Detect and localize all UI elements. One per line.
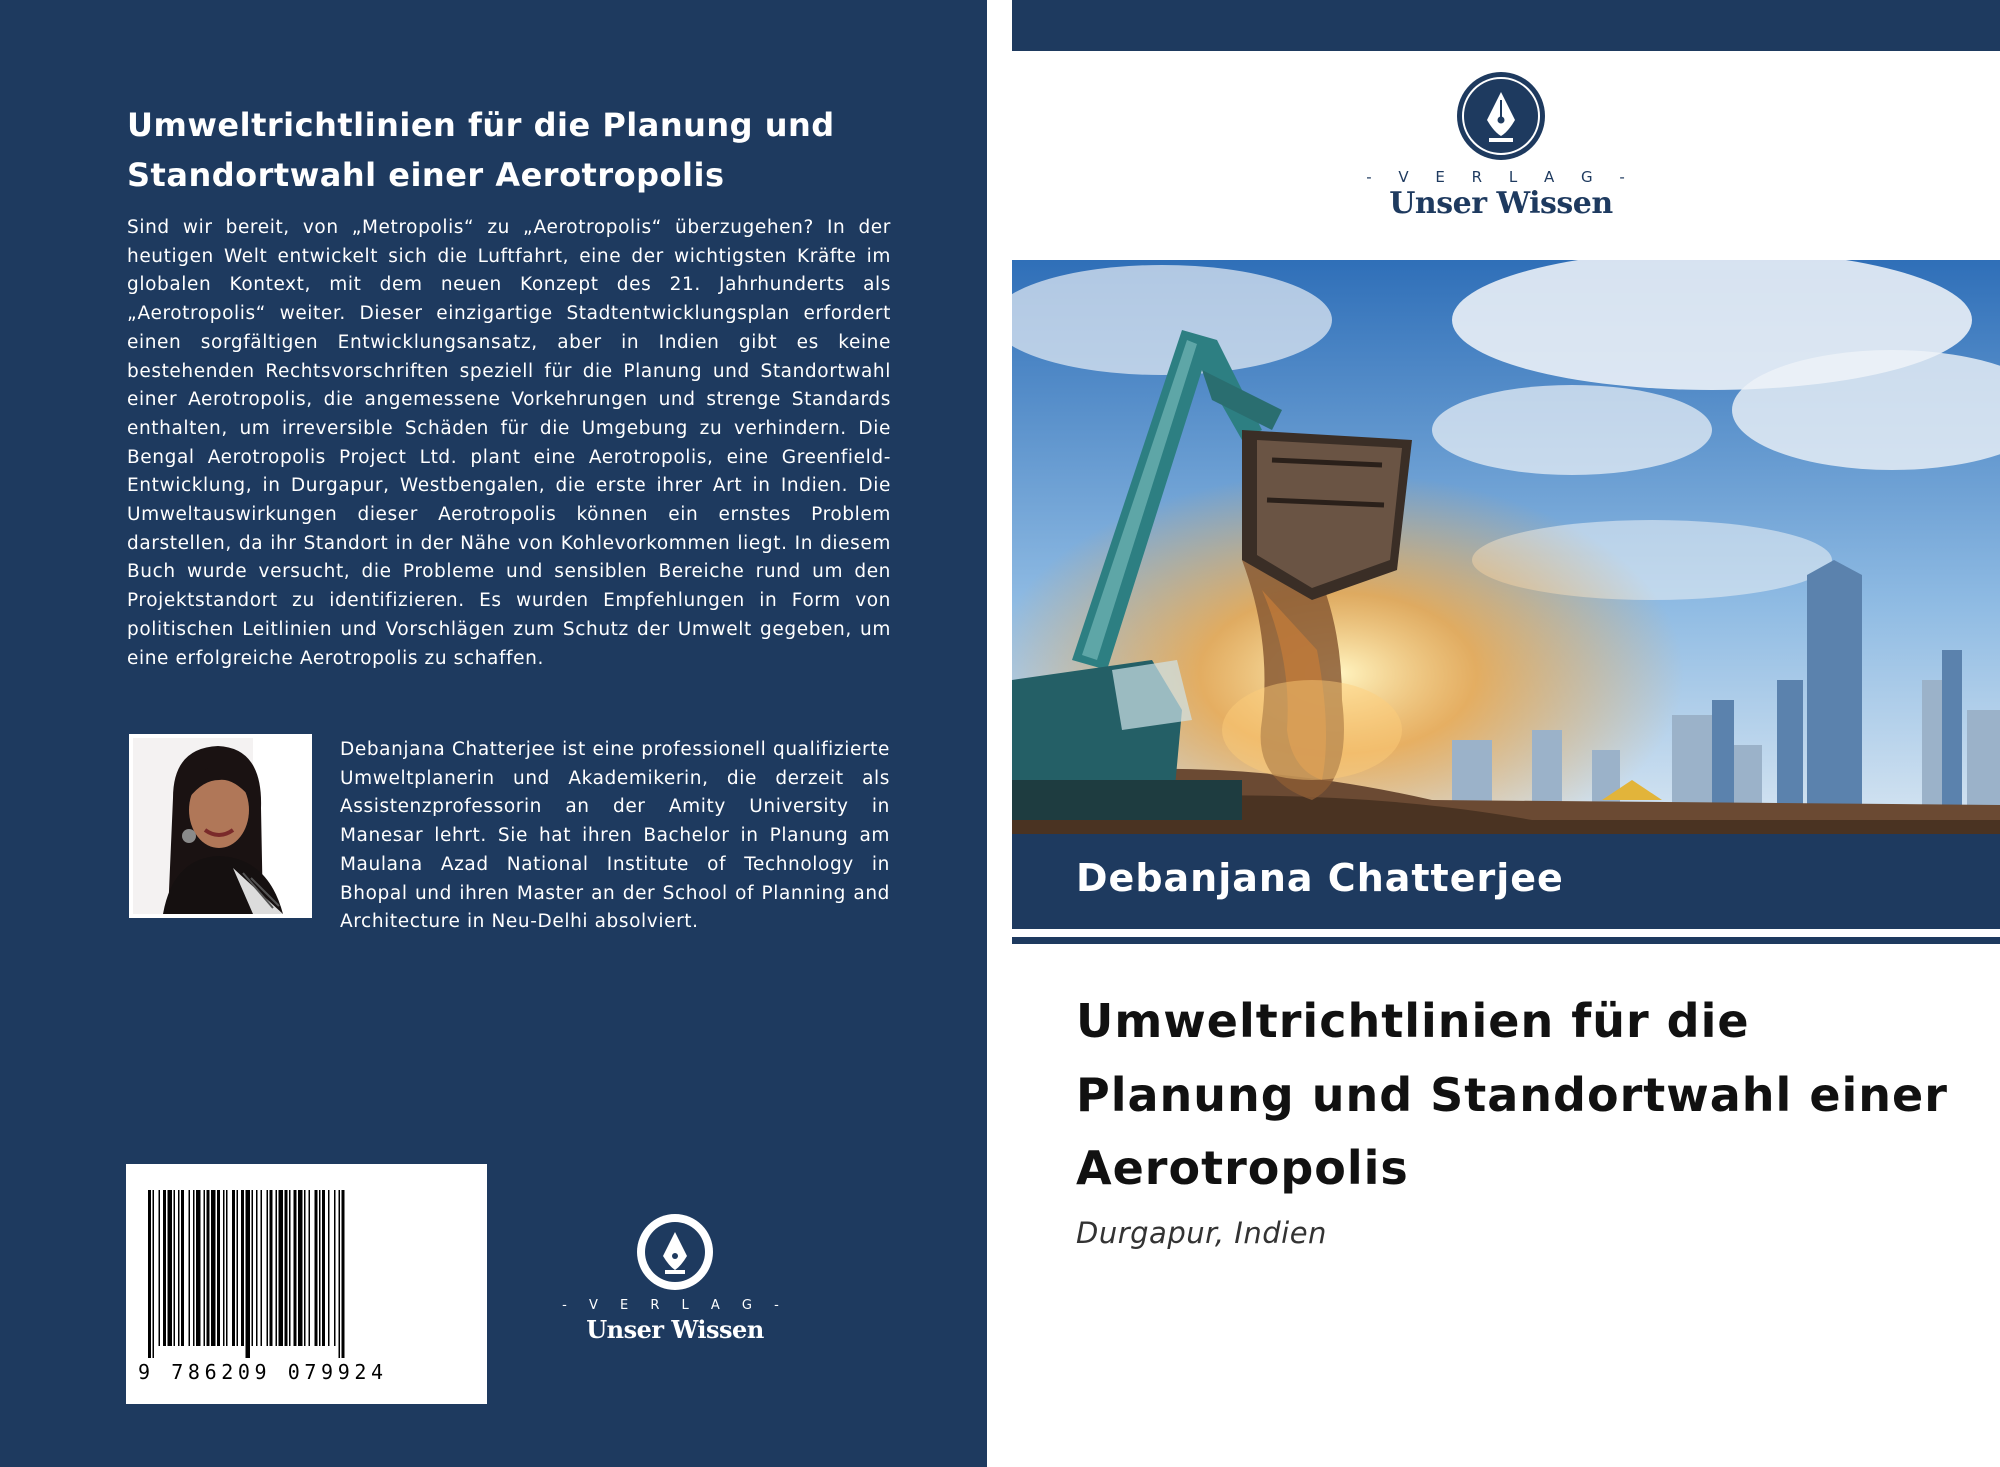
author-name: Debanjana Chatterjee	[1076, 856, 1564, 900]
barcode-bar	[232, 1190, 235, 1346]
barcode-bar	[196, 1190, 201, 1346]
barcode-bar	[334, 1190, 336, 1346]
pen-nib-icon	[635, 1212, 715, 1292]
barcode-bar	[342, 1190, 345, 1358]
front-cover-title: Umweltrichtlinien für die Planung und Standortwahl einer Aerotropolis	[1076, 994, 1948, 1195]
cover-subtitle: Durgapur, Indien	[1076, 1216, 1327, 1250]
barcode-bar	[339, 1190, 341, 1358]
barcode-bar	[153, 1190, 155, 1358]
barcode-bar	[289, 1190, 291, 1346]
back-cover-title: Umweltrichtlinien für die Planung und Standortwahl einer Aerotropolis	[127, 106, 835, 194]
pen-nib-icon	[1455, 70, 1547, 162]
barcode-bars	[148, 1190, 465, 1358]
publisher-name: Unser Wissen	[1389, 186, 1613, 221]
publisher-name: Unser Wissen	[586, 1315, 764, 1344]
barcode-bar	[148, 1190, 151, 1358]
barcode-bar	[211, 1190, 216, 1346]
barcode-bar	[181, 1190, 184, 1346]
barcode-bar	[285, 1190, 288, 1346]
barcode-bar	[256, 1190, 258, 1346]
verlag-label: - V E R L A G -	[562, 1298, 788, 1313]
cover-image	[1012, 260, 2000, 834]
barcode-bar	[163, 1190, 166, 1346]
barcode-bar	[207, 1190, 210, 1346]
front-cover	[1012, 0, 2000, 1467]
barcode	[126, 1164, 487, 1404]
front-publisher-logo	[1351, 70, 1651, 221]
barcode-bar	[261, 1190, 263, 1346]
barcode-bar	[168, 1190, 173, 1346]
barcode-bar	[246, 1190, 251, 1358]
barcode-bar	[315, 1190, 318, 1346]
barcode-bar	[241, 1190, 244, 1346]
verlag-label: - V E R L A G -	[1366, 168, 1636, 186]
barcode-bar	[159, 1190, 161, 1346]
top-bar	[1012, 0, 2000, 51]
author-band	[1012, 834, 2000, 929]
barcode-bar	[226, 1190, 228, 1346]
blurb-text: Sind wir bereit, von „Metropolis“ zu „Aerotropolis“ überzugehen? In der heutigen Welt entwickelt sich die Luftfahrt, eine der wichtigsten Kräfte im globalen Kontext, mit dem neuen Konzept des 21. Jahrhunderts als „Aerotropolis“ weiter. Dieser einzigartige Stadtentwicklungsplan erfordert einen sorgfältigen Entwicklungsansatz, aber in Indien gibt es keine bestehenden Rechtsvorschriften speziell für die Planung und Standortwahl einer Aerotropolis, die angemessene Vorkehrungen und strenge Standards enthalten, um irreversible Schäden für die Umgebung zu verhindern. Die Bengal Aerotropolis Project Ltd. plant eine Aerotropolis, eine Greenfield-Entwicklung, in Durgapur, Westbengalen, die erste ihrer Art in Indien. Die Umweltauswirkungen dieser Aerotropolis können ein ernstes Problem darstellen, da ihr Standort in der Nähe von Kohlevorkommen liegt. In diesem Buch wurde versucht, die Probleme und sensiblen Bereiche rund um den Projektstandort zu identifizieren. Es wurden Empfehlungen in Form von politischen Leitlinien und Vorschlägen zum Schutz der Umwelt gegeben, um eine erfolgreiche Aerotropolis zu schaffen.	[127, 217, 891, 669]
barcode-bar	[294, 1190, 297, 1346]
barcode-bar	[204, 1190, 206, 1346]
barcode-bar	[304, 1190, 306, 1346]
barcode-bar	[189, 1190, 191, 1346]
barcode-bar	[252, 1190, 254, 1346]
barcode-bar	[178, 1190, 180, 1346]
divider-rule	[1012, 937, 2000, 944]
back-cover	[0, 0, 987, 1467]
barcode-bar	[328, 1190, 330, 1346]
spine	[987, 0, 1012, 1467]
barcode-bar	[309, 1190, 311, 1346]
barcode-bar	[217, 1190, 220, 1346]
barcode-bar	[322, 1190, 325, 1346]
back-publisher-logo	[560, 1212, 790, 1344]
barcode-bar	[298, 1190, 303, 1346]
barcode-bar	[237, 1190, 239, 1346]
barcode-bar	[270, 1190, 273, 1346]
author-bio: Debanjana Chatterjee ist eine professionell qualifizierte Umweltplanerin und Akademikerin, die derzeit als Assistenzprofessorin an der Amity University in Manesar lehrt. Sie hat ihren Bachelor in Planung am Maulana Azad National Institute of Technology in Bhopal und ihren Master an der School of Planning and Architecture in Neu-Delhi absolviert.	[340, 739, 890, 933]
barcode-bar	[319, 1190, 321, 1346]
isbn-number: 9 786209 079924	[138, 1360, 388, 1384]
barcode-bar	[267, 1190, 269, 1346]
barcode-bar	[279, 1190, 284, 1346]
barcode-bar	[174, 1190, 176, 1346]
barcode-bar	[276, 1190, 278, 1346]
barcode-bar	[193, 1190, 195, 1346]
author-photo	[129, 734, 312, 918]
barcode-bar	[223, 1190, 225, 1346]
